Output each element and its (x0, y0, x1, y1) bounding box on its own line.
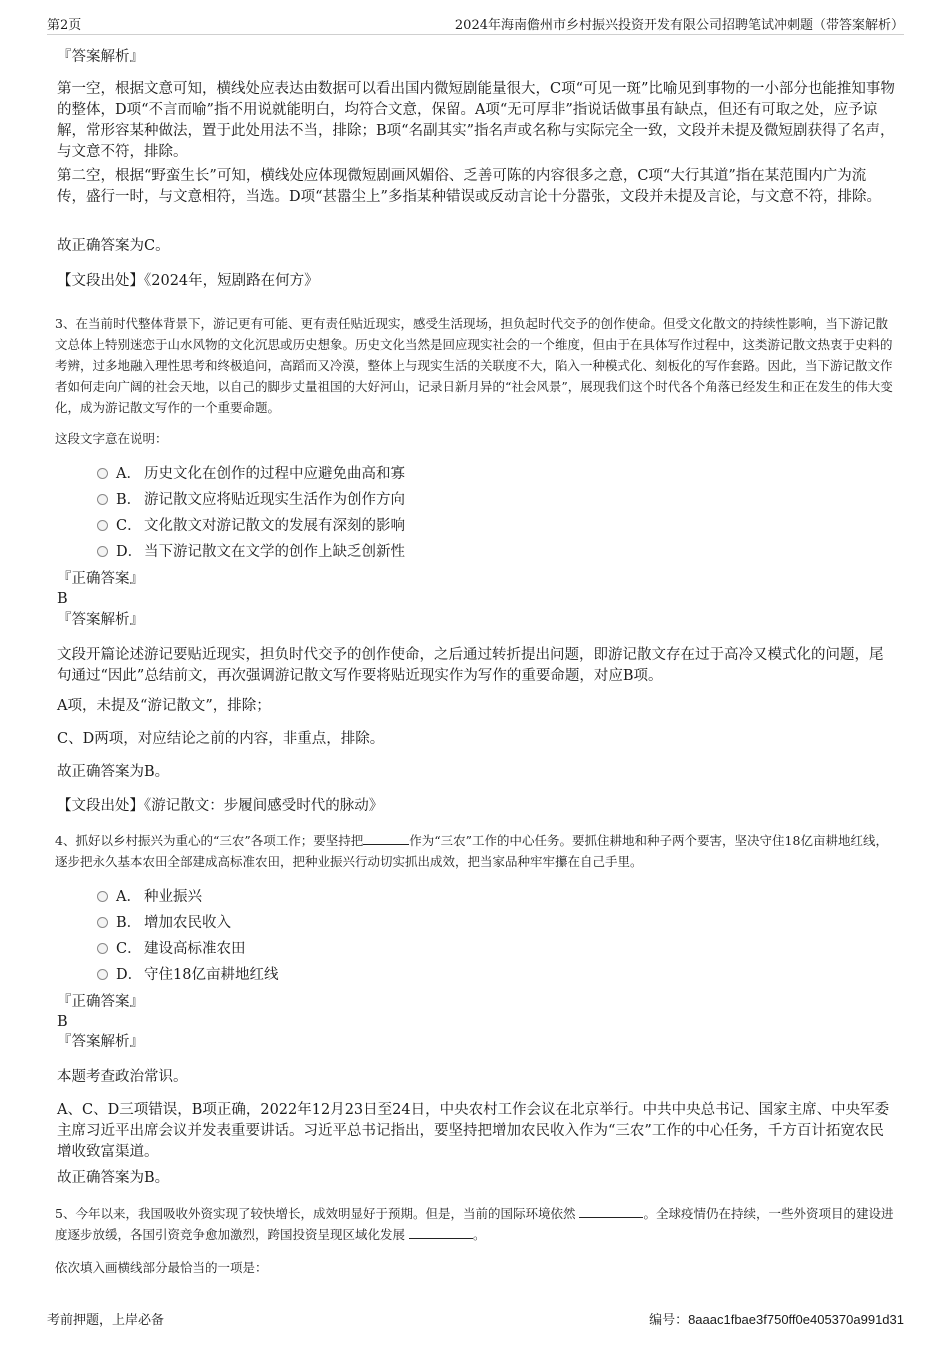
radio-icon[interactable] (97, 969, 108, 980)
radio-icon[interactable] (97, 546, 108, 557)
radio-icon[interactable] (97, 468, 108, 479)
radio-icon[interactable] (97, 494, 108, 505)
q2-analysis-p2: 第二空，根据“野蛮生长”可知，横线处应体现微短剧画风媚俗、乏善可陈的内容很多之意，C项“大行其道”指在某范围内广为流传，盛行一时，与文意相符，当选。D项“甚嚣尘上”多指某种错误或反动言论十分嚣张，文段并未提及言论，与文意不符，排除。 (57, 168, 881, 205)
q4-stem: 4、抓好以乡村振兴为重心的“三农”各项工作；要坚持把 作为“三农”工作的中心任务。要抓住耕地和种子两个要害，坚决守住18亿亩耕地红线，逐步把永久基本农田全部建成高标准农田，把种业振兴行动切实抓出成效，把当家品种牢牢攥在自己手里。 (55, 833, 888, 869)
q4-correct-label: 『正确答案』 (57, 994, 144, 1010)
q2-conclusion: 故正确答案为C。 (57, 238, 170, 254)
q2-analysis-label: 『答案解析』 (57, 49, 144, 65)
fill-blank (409, 1238, 473, 1239)
document-code: 编号：8aaac1fbae3f750ff0e405370a991d31 (649, 1312, 904, 1327)
q3-stem: 3、在当前时代整体背景下，游记更有可能、更有责任贴近现实，感受生活现场，担负起时代交予的创作使命。但受文化散文的持续性影响，当下游记散文总体上特别迷恋于山水风物的文化沉思或历史想象。历史文化当然是回应现实社会的一个维度，但由于在具体写作过程中，这类游记散文热衷于史料的考辨，过多地融入理性思考和终极追问，高蹈而又冷漠，整体上与现实生活的关联度不大，陷入一种模式化、刻板化的写作套路。因此，当下游记散文作者如何走向广阔的社会天地，以自己的脚步丈量祖国的大好河山，记录日新月异的“社会风景”，展现我们这个时代各个角落已经发生和正在发生的伟大变化，成为游记散文写作的一个重要命题。 (55, 316, 893, 415)
fill-blank (579, 1217, 643, 1218)
q3-option-d[interactable]: D． 当下游记散文在文学的创作上缺乏创新性 (97, 542, 405, 562)
q5-stem: 5、今年以来，我国吸收外资实现了较快增长，成效明显好于预期。但是，当前的国际环境依然 。全球疫情仍在持续，一些外资项目的建设进度逐步放缓，各国引资竞争愈加激烈，跨国投资呈现区域化发展 。 (55, 1206, 894, 1242)
q3-option-a[interactable]: A． 历史文化在创作的过程中应避免曲高和寡 (97, 464, 405, 484)
q4-option-d[interactable]: D． 守住18亿亩耕地红线 (97, 965, 278, 985)
q4-conclusion: 故正确答案为B。 (57, 1170, 170, 1186)
radio-icon[interactable] (97, 943, 108, 954)
q4-option-a[interactable]: A． 种业振兴 (97, 887, 202, 907)
q3-analysis-label: 『答案解析』 (57, 612, 144, 628)
q4-analysis-p2: A、C、D三项错误，B项正确，2022年12月23日至24日，中央农村工作会议在北京举行。中共中央总书记、国家主席、中央军委主席习近平出席会议并发表重要讲话。习近平总书记指出，要坚持把增加农民收入作为“三农”工作的中心任务，千方百计拓宽农民增收致富渠道。 (57, 1102, 890, 1160)
q3-analysis-p2: A项，未提及“游记散文”，排除； (57, 698, 271, 714)
radio-icon[interactable] (97, 891, 108, 902)
q2-analysis-p1: 第一空，根据文意可知，横线处应表达由数据可以看出国内微短剧能量很大，C项“可见一斑”比喻见到事物的一小部分也能推知事物的整体，D项“不言而喻”指不用说就能明白，均符合文意，保留。A项“无可厚非”指说话做事虽有缺点，但还有可取之处，应予谅解，常形容某种做法，置于此处用法不当，排除；B项“名副其实”指名声或名称与实际完全一致，文段并未提及微短剧获得了名声，与文意不符，排除。 (57, 81, 895, 160)
q4-option-c[interactable]: C． 建设高标准农田 (97, 939, 246, 959)
radio-icon[interactable] (97, 520, 108, 531)
page-number: 第2页 (47, 18, 82, 33)
q4-option-b[interactable]: B． 增加农民收入 (97, 913, 231, 933)
q2-source: 【文段出处】《2024年，短剧路在何方》 (57, 273, 319, 289)
q4-analysis-label: 『答案解析』 (57, 1034, 144, 1050)
q3-option-b[interactable]: B． 游记散文应将贴近现实生活作为创作方向 (97, 490, 405, 510)
q3-prompt: 这段文字意在说明： (55, 431, 168, 446)
footer-slogan: 考前押题，上岸必备 (47, 1313, 165, 1328)
radio-icon[interactable] (97, 917, 108, 928)
document-title: 2024年海南儋州市乡村振兴投资开发有限公司招聘笔试冲刺题（带答案解析） (454, 18, 904, 33)
fill-blank (363, 844, 409, 845)
q3-source: 【文段出处】《游记散文：步履间感受时代的脉动》 (57, 798, 384, 814)
q3-conclusion: 故正确答案为B。 (57, 764, 170, 780)
page-header (47, 12, 904, 35)
q3-option-c[interactable]: C． 文化散文对游记散文的发展有深刻的影响 (97, 516, 405, 536)
q4-answer: B (57, 1014, 68, 1030)
q3-correct-label: 『正确答案』 (57, 571, 144, 587)
q5-prompt: 依次填入画横线部分最恰当的一项是： (55, 1260, 268, 1275)
q3-analysis-p1: 文段开篇论述游记要贴近现实，担负时代交予的创作使命，之后通过转折提出问题，即游记散文存在过于高冷又模式化的问题，尾句通过“因此”总结前文，再次强调游记散文写作要将贴近现实作为写作的重要命题，对应B项。 (57, 647, 884, 684)
q3-answer: B (57, 591, 68, 607)
q3-analysis-p3: C、D两项，对应结论之前的内容，非重点，排除。 (57, 731, 385, 747)
q4-analysis-p1: 本题考查政治常识。 (57, 1069, 188, 1085)
